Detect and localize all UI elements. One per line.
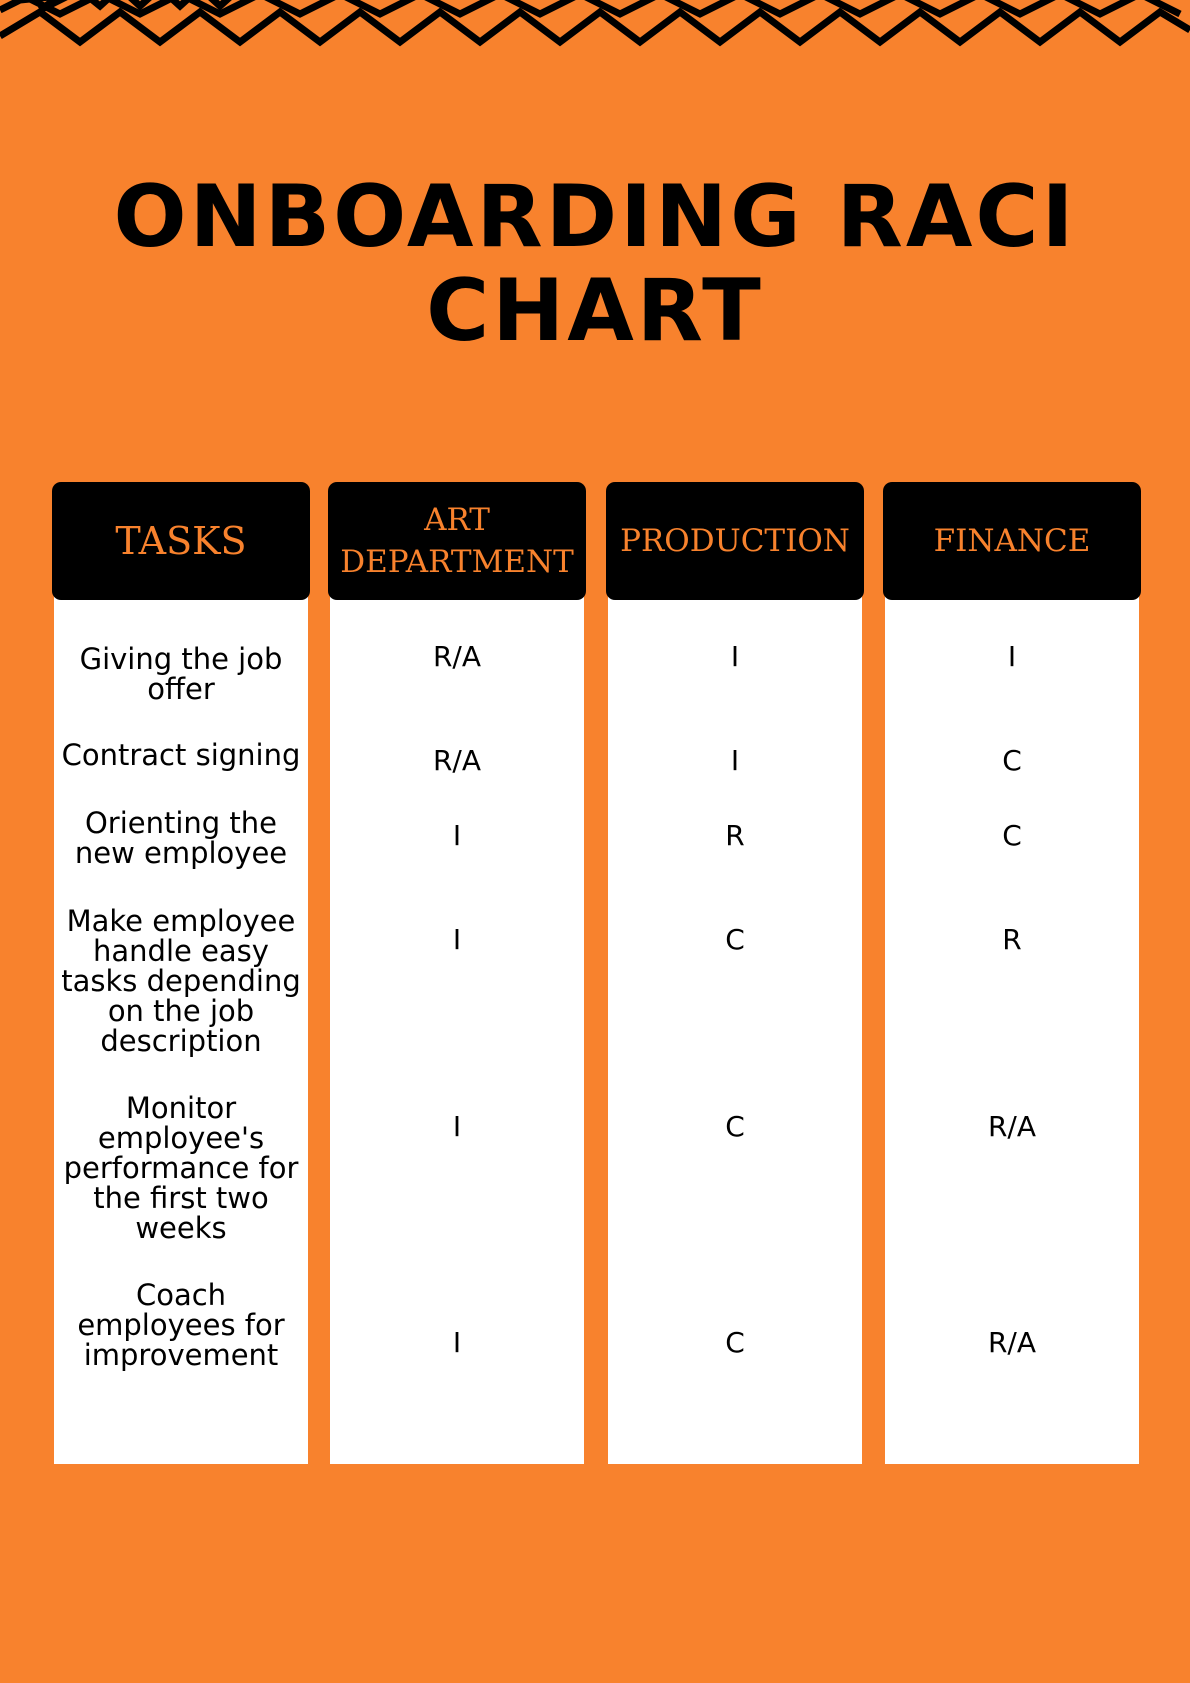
art-department-header: ART DEPARTMENT [328, 482, 586, 600]
art-department-column-body [330, 594, 584, 1464]
task-cell: Giving the job offer [79, 642, 283, 706]
zigzag-border [0, 0, 1190, 60]
art-department-cell: I [452, 1110, 462, 1143]
task-cell: Make employee handle easy tasks depending on the job description [61, 904, 301, 1058]
finance-cell: R/A [987, 1110, 1037, 1143]
finance-cell: C [1002, 819, 1022, 852]
production-cell: I [730, 640, 740, 673]
art-department-cell: I [452, 819, 462, 852]
tasks-header: TASKS [52, 482, 310, 600]
production-cell: R [725, 819, 745, 852]
finance-cell: I [1007, 640, 1017, 673]
title-line-1: ONBOARDING RACI [113, 167, 1077, 267]
title-line-2: CHART [426, 261, 764, 361]
finance-cell: C [1002, 744, 1022, 777]
production-header: PRODUCTION [606, 482, 864, 600]
production-column-body [608, 594, 862, 1464]
production-cell: I [730, 744, 740, 777]
page-title [0, 167, 1190, 361]
production-cell: C [725, 1326, 745, 1359]
production-cell: C [725, 923, 745, 956]
finance-header: FINANCE [883, 482, 1141, 600]
tasks-column-body [54, 594, 308, 1464]
task-cell: Monitor employee's performance for the first two weeks [63, 1091, 299, 1245]
task-cell: Orienting the new employee [74, 806, 288, 870]
task-cell: Coach employees for improvement [77, 1278, 285, 1372]
finance-cell: R/A [987, 1326, 1037, 1359]
art-department-cell: I [452, 1326, 462, 1359]
production-cell: C [725, 1110, 745, 1143]
finance-cell: R [1002, 923, 1022, 956]
finance-column-body [885, 594, 1139, 1464]
art-department-cell: I [452, 923, 462, 956]
task-cell: Contract signing [61, 738, 301, 772]
art-department-cell: R/A [432, 744, 482, 777]
art-department-cell: R/A [432, 640, 482, 673]
